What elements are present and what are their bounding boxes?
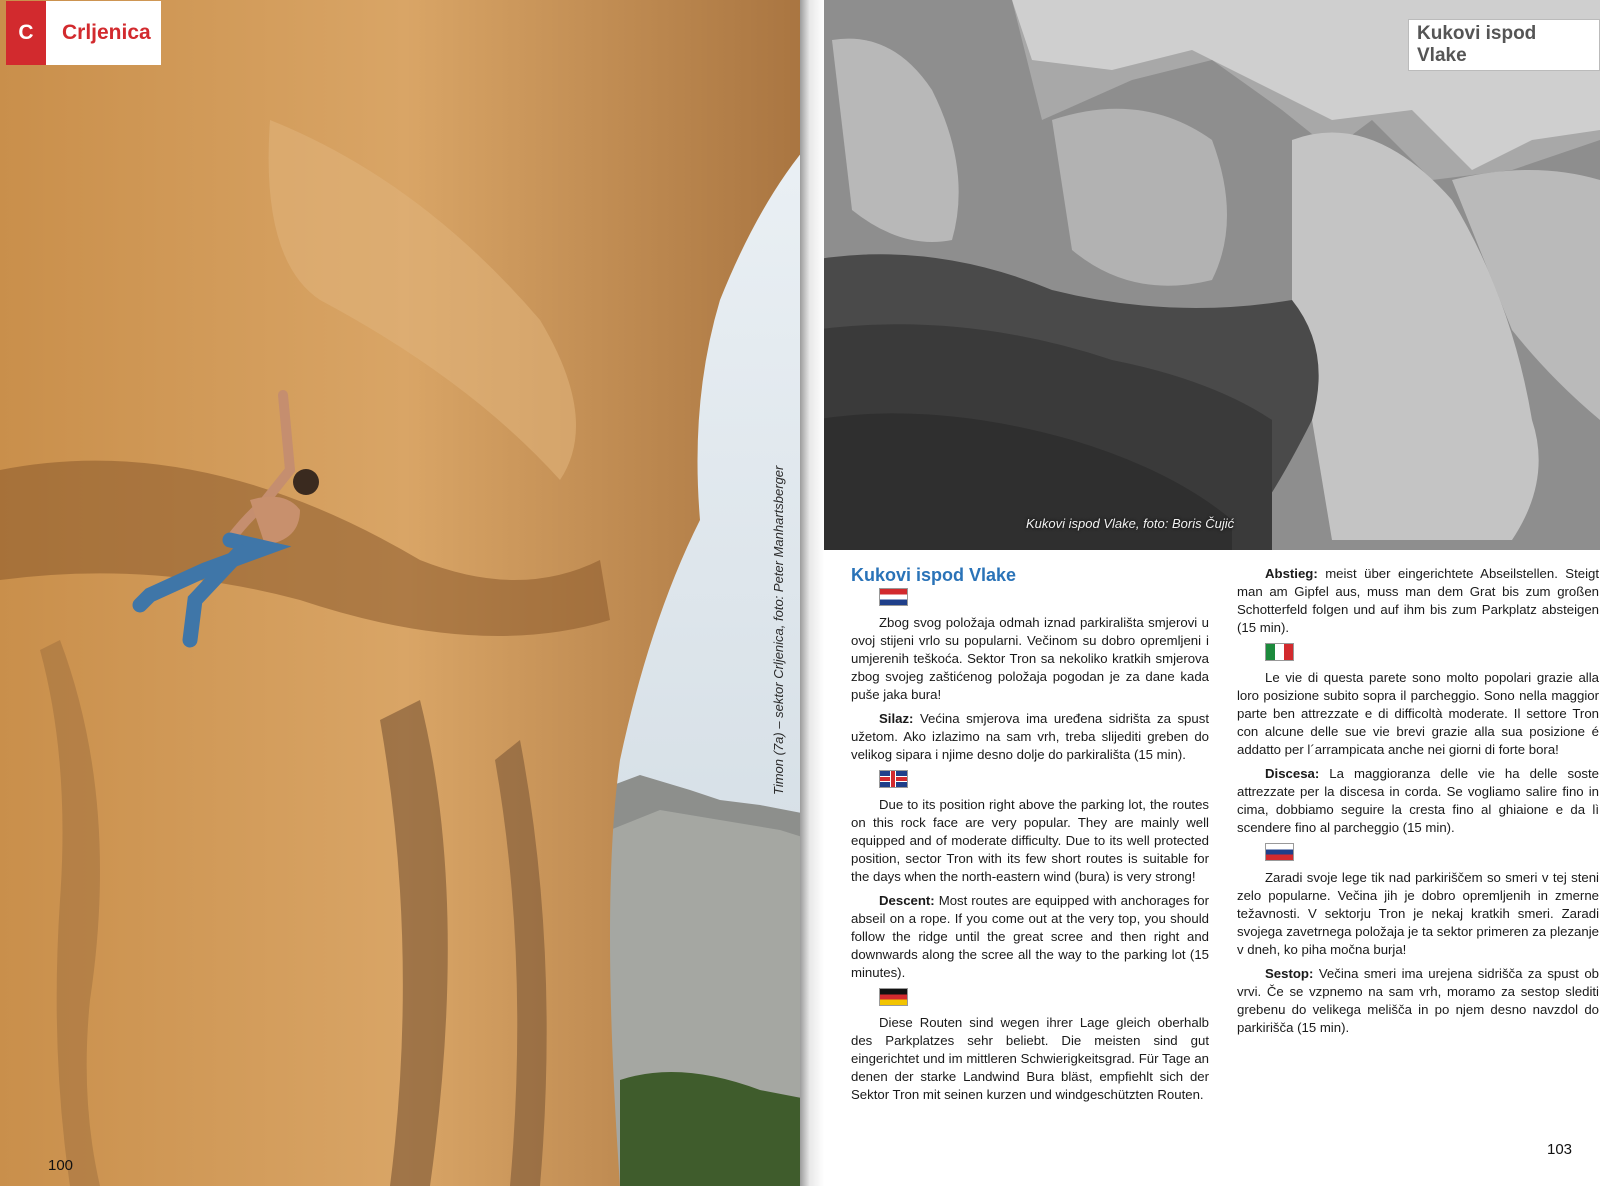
- photo-caption: Kukovi ispod Vlake, foto: Boris Čujić: [1026, 516, 1235, 531]
- english-descent-label: Descent:: [879, 893, 935, 908]
- german-intro: Diese Routen sind wegen ihrer Lage gleich oberhalb des Parkplatzes sehr beliebt. Die meisten sind gut eingerichtet und im mittleren Schwierigkeitsgrad. Für Tage an denen der starke Landwind Bura bläst, empfiehlt sich der Sektor Tron mit seinen kurzen und windgeschützten Routen.: [851, 1015, 1209, 1102]
- croatian-intro: Zbog svog položaja odmah iznad parkirališta smjerovi u ovoj stijeni vrlo su popularni. Večinom su dobro opremljeni i umjerenih teškoća. Sektor Tron sa nekoliko kratkih smjerova zbog svojeg zaštićenog položaja pogodan je za dane kada puše jaka bura!: [851, 615, 1209, 702]
- chapter-letter: C: [6, 1, 46, 65]
- chapter-name: Crljenica: [52, 13, 161, 53]
- croatian-descent-text: Većina smjerova ima uređena sidrišta za spust užetom. Ako izlazimo na sam vrh, treba slijediti greben do velikog sipara i njime desno dolje do parkirališta (15 min).: [851, 711, 1209, 762]
- flag-italy-icon: [1265, 643, 1294, 661]
- slovenian-intro: Zaradi svoje lege tik nad parkiriščem so smeri v tej steni zelo popularne. Večina jih je dobro opremljenih in zmerne težavnosti. V sektorju Tron je nekaj kratkih smeri. Zaradi svojega zavetrnega položaja je ta sektor primeren za plezanje v dneh, ko piha močna burja!: [1237, 870, 1599, 957]
- flag-croatia-icon: [879, 588, 908, 606]
- page-number-left: 100: [48, 1157, 74, 1174]
- croatian-descent: [851, 710, 1209, 764]
- photo-credit: Timon (7a) – sektor Crljenica, foto: Peter Manhartsberger: [771, 465, 786, 795]
- cliff-photo: [812, 0, 1600, 550]
- english-intro: Due to its position right above the parking lot, the routes on this rock face are very popular. They are mainly well equipped and of moderate difficulty. Due to its well protected position, sector Tron with its few short routes is suitable for the days when the north-eastern wind (bura) is very strong!: [851, 797, 1209, 884]
- flag-uk-icon: [879, 770, 908, 788]
- german-descent: [1237, 565, 1599, 637]
- english-descent: [851, 892, 1209, 982]
- flag-slovenia-icon: [1265, 843, 1294, 861]
- right-page: [812, 0, 1600, 1186]
- chapter-tab: [6, 1, 161, 65]
- page-number-right: 103: [1547, 1141, 1573, 1158]
- german-descent-label: Abstieg:: [1265, 566, 1318, 581]
- text-column-2: [1237, 565, 1599, 1043]
- italian-descent-text: La maggioranza delle vie ha delle soste attrezzate per la discesa in corda. Se vogliamo salire fino in cima, dobbiamo seguire la cresta fino al ghiaione e da lì scendere fino al parcheggio (15 min).: [1237, 766, 1599, 835]
- german-descent-text: meist über eingerichtete Abseilstellen. Steigt man am Gipfel aus, muss man dem Grat bis zum großen Schotterfeld folgen und auf ihm bis zum Parkplatz absteigen (15 min).: [1237, 566, 1600, 635]
- italian-descent-label: Discesa:: [1265, 766, 1320, 781]
- croatian-descent-label: Silaz:: [879, 711, 914, 726]
- slovenian-descent: [1237, 965, 1599, 1037]
- book-gutter: [800, 0, 824, 1186]
- slovenian-descent-text: Večina smeri ima urejena sidrišča za spust ob vrvi. Če se vzpnemo na sam vrh, moramo za sestop slediti grebenu do velikega melišča in po njem desno navzdol do parkirišča (15 min).: [1237, 966, 1599, 1035]
- section-label: Kukovi ispod Vlake: [1408, 19, 1600, 71]
- slovenian-descent-label: Sestop:: [1265, 966, 1314, 981]
- flag-germany-icon: [879, 988, 908, 1006]
- italian-intro: Le vie di questa parete sono molto popolari grazie alla loro posizione subito sopra il parcheggio. Sono nella maggior parte ben attrezzate e di difficoltà moderate. Il settore Tron con alcune delle sue vie brevi grazie alla sua posizione é addatto per l´arrampicata anche nei giorni di forte bora!: [1237, 670, 1599, 757]
- english-descent-text: Most routes are equipped with anchorages for abseil on a rope. If you come out at the very top, you should follow the ridge until the great scree and then right and downwards along the scree all the way to the parking lot (15 minutes).: [851, 893, 1209, 980]
- sector-title: Kukovi ispod Vlake: [851, 565, 1017, 585]
- text-column-1: [851, 566, 1209, 1110]
- italian-descent: [1237, 765, 1599, 837]
